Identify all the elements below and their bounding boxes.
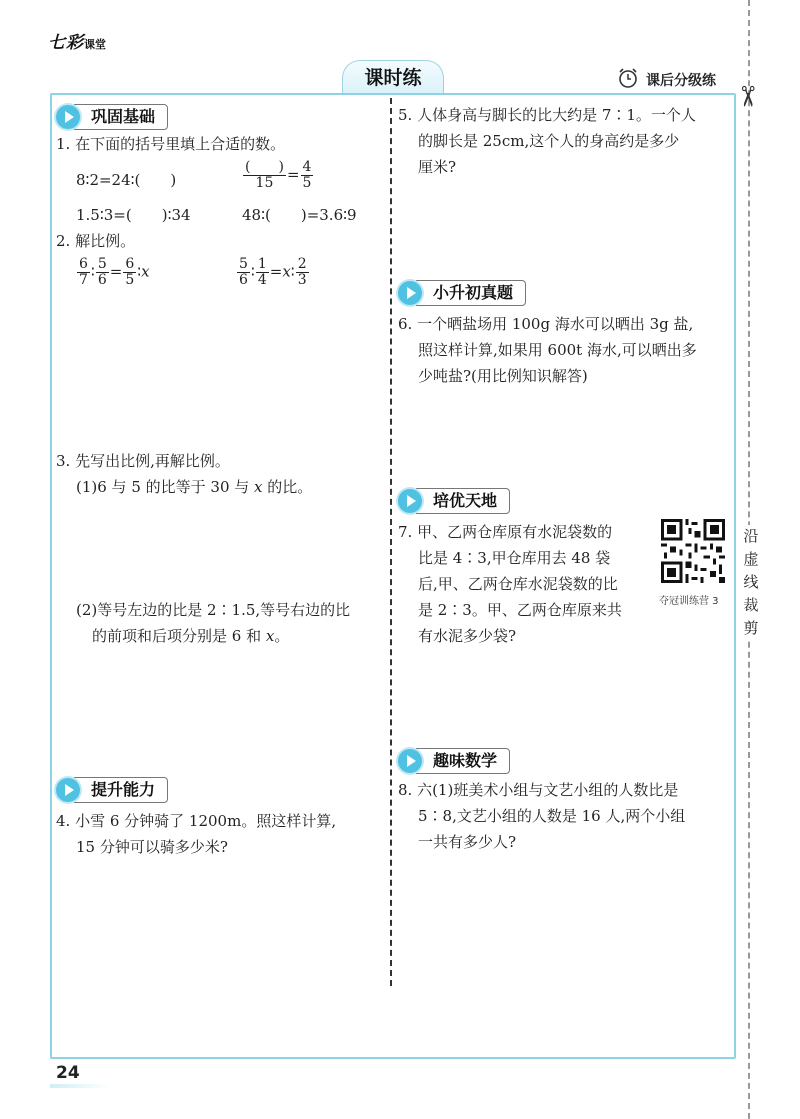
section-label: 培优天地 [416,488,510,514]
question-2-eq1: $\frac{6}{7}$ ∶ $\frac{5}{6}$ = $\frac{6}{5}$ ∶x [79,256,150,288]
fraction: $\frac{2}{3}$ [297,256,307,288]
question-6-line2: 照这样计算,如果用 600t 海水,可以晒出多 [418,341,697,359]
question-6-line1: 6. 一个晒盐场用 100g 海水可以晒出 3g 盐, [398,315,694,333]
question-1a: 8∶2=24∶( ) [76,171,177,189]
question-5-line3: 厘米? [418,158,457,176]
fraction: $\frac{5}{6}$ [97,256,107,288]
fraction: $\frac{5}{6}$ [239,256,248,288]
question-1: 1. 在下面的括号里填上合适的数。 [56,135,286,153]
section-header-exam [398,280,526,306]
question-2: 2. 解比例。 [56,232,136,250]
question-7-line5: 有水泥多少袋? [418,627,517,645]
question-8-line3: 一共有多少人? [418,833,517,851]
play-icon [398,281,422,305]
play-icon [56,105,80,129]
question-3-part2-line1: (2)等号左边的比是 2∶1.5,等号右边的比 [76,601,351,619]
question-7-line4: 是 2∶3。甲、乙两仓库原来共 [418,601,622,619]
play-icon [398,749,422,773]
qr-code-icon[interactable] [661,519,725,583]
question-3: 3. 先写出比例,再解比例。 [56,452,230,470]
question-1b: $\frac{( )}{15}$ = $\frac{4}{5}$ [245,159,312,191]
page-title: 课时练 [342,60,444,95]
section-header-basics [56,104,168,130]
column-divider [390,98,392,986]
section-header-improve [56,777,168,803]
question-1c: 1.5∶3=( )∶34 [76,206,191,224]
qr-caption: 夺冠训练营 3 [659,596,719,607]
fraction: $\frac{6}{7}$ [79,256,88,288]
brand-sub: 课堂 [84,38,106,51]
question-8-line1: 8. 六(1)班美术小组与文艺小组的人数比是 [398,781,679,799]
scissors-icon: ✂ [731,84,765,109]
question-7-line3: 后,甲、乙两仓库水泥袋数的比 [418,575,618,593]
question-3-part2-line2: 的前项和后项分别是 6 和 x。 [92,627,290,645]
question-5-line2: 的脚长是 25cm,这个人的身高约是多少 [418,132,680,150]
fraction: $\frac{6}{5}$ [125,256,135,288]
question-2-eq2: $\frac{5}{6}$ ∶ $\frac{1}{4}$ =x∶ $\frac{2}{3}$ [239,256,307,288]
play-icon [56,778,80,802]
section-label: 趣味数学 [416,748,510,774]
question-4-line2: 15 分钟可以骑多少米? [76,838,228,856]
question-7-line1: 7. 甲、乙两仓库原有水泥袋数的 [398,523,613,541]
question-8-line2: 5∶8,文艺小组的人数是 16 人,两个小组 [418,807,686,825]
section-label: 小升初真题 [416,280,526,306]
question-3-part1: (1)6 与 5 的比等于 30 与 x 的比。 [76,478,313,496]
page-number-band [50,1084,110,1088]
content-frame [50,93,736,1059]
question-1d: 48∶( )=3.6∶9 [242,206,357,224]
question-4-line1: 4. 小雪 6 分钟骑了 1200m。照这样计算, [56,812,337,830]
question-7-line2: 比是 4∶3,甲仓库用去 48 袋 [418,549,611,567]
section-header-advanced [398,488,510,514]
alarm-clock-icon [616,66,640,90]
play-icon [398,489,422,513]
fraction: $\frac{1}{4}$ [257,256,267,288]
fraction: $\frac{4}{5}$ [302,159,312,191]
level-label: 课后分级练 [646,73,716,89]
section-label: 提升能力 [74,777,168,803]
fraction: $\frac{( )}{15}$ [245,159,284,191]
section-header-fun-math [398,748,510,774]
section-label: 巩固基础 [74,104,168,130]
question-5-line1: 5. 人体身高与脚长的比大约是 7∶1。一个人 [398,106,696,124]
question-6-line3: 少吨盐?(用比例知识解答) [418,367,588,385]
cut-label: 沿虚线裁剪 [742,525,760,640]
page-number: 24 [56,1063,80,1083]
brand-main: 七彩 [48,33,84,53]
brand-logo [48,28,106,53]
